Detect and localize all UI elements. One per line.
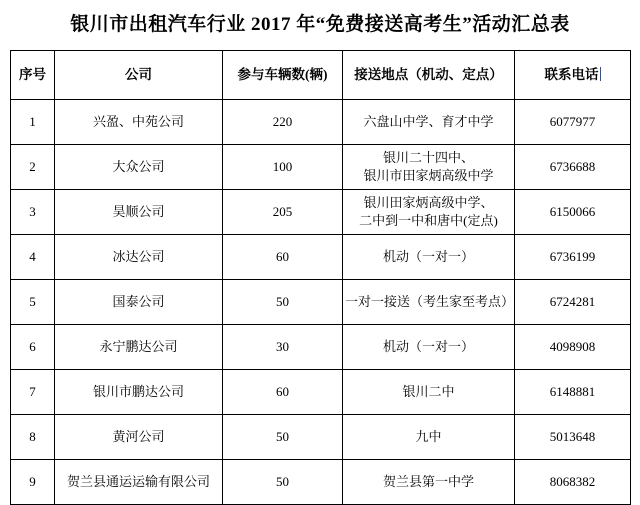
page-title: 银川市出租汽车行业 2017 年“免费接送高考生”活动汇总表 — [70, 14, 570, 35]
cell-index: 7 — [11, 369, 55, 414]
column-header-phone — [515, 50, 631, 99]
cell-vehicle-count: 50 — [223, 414, 343, 459]
cell-place: 机动（一对一） — [343, 324, 515, 369]
cell-index: 4 — [11, 234, 55, 279]
cell-company: 贺兰县通运运输有限公司 — [55, 459, 223, 504]
table-row — [11, 189, 631, 234]
table-row — [11, 144, 631, 189]
cell-vehicle-count: 100 — [223, 144, 343, 189]
table-row — [11, 369, 631, 414]
column-header-phone-label: 联系电话 — [544, 66, 599, 82]
table-container — [0, 50, 640, 505]
cell-index: 5 — [11, 279, 55, 324]
cell-place: 银川二中 — [343, 369, 515, 414]
cell-phone: 6736688 — [515, 144, 631, 189]
cell-company: 银川市鹏达公司 — [55, 369, 223, 414]
column-header-vehicle-count: 参与车辆数(辆) — [223, 50, 343, 99]
cell-place: 一对一接送（考生家至考点） — [343, 279, 515, 324]
cell-phone: 6724281 — [515, 279, 631, 324]
cell-place: 贺兰县第一中学 — [343, 459, 515, 504]
table-row — [11, 414, 631, 459]
cell-company: 永宁鹏达公司 — [55, 324, 223, 369]
cell-phone: 6150066 — [515, 189, 631, 234]
summary-table — [10, 50, 631, 505]
cell-place: 六盘山中学、育才中学 — [343, 99, 515, 144]
table-row — [11, 99, 631, 144]
cell-vehicle-count: 50 — [223, 279, 343, 324]
table-row — [11, 324, 631, 369]
cell-index: 3 — [11, 189, 55, 234]
cell-phone: 6148881 — [515, 369, 631, 414]
cell-company: 黄河公司 — [55, 414, 223, 459]
column-header-company: 公司 — [55, 50, 223, 99]
table-row — [11, 459, 631, 504]
table-header — [11, 50, 631, 99]
cell-vehicle-count: 220 — [223, 99, 343, 144]
text-cursor — [600, 67, 601, 81]
cell-company: 国泰公司 — [55, 279, 223, 324]
cell-place: 机动（一对一） — [343, 234, 515, 279]
cell-phone: 6736199 — [515, 234, 631, 279]
cell-phone: 5013648 — [515, 414, 631, 459]
cell-index: 1 — [11, 99, 55, 144]
cell-company: 昊顺公司 — [55, 189, 223, 234]
table-row — [11, 279, 631, 324]
cell-place: 九中 — [343, 414, 515, 459]
cell-vehicle-count: 205 — [223, 189, 343, 234]
cell-vehicle-count: 60 — [223, 369, 343, 414]
cell-phone: 6077977 — [515, 99, 631, 144]
column-header-index: 序号 — [11, 50, 55, 99]
table-body — [11, 99, 631, 504]
table-row — [11, 234, 631, 279]
cell-company: 冰达公司 — [55, 234, 223, 279]
cell-company: 大众公司 — [55, 144, 223, 189]
cell-vehicle-count: 50 — [223, 459, 343, 504]
cell-phone: 8068382 — [515, 459, 631, 504]
cell-company: 兴盈、中苑公司 — [55, 99, 223, 144]
cell-index: 9 — [11, 459, 55, 504]
cell-vehicle-count: 60 — [223, 234, 343, 279]
cell-phone: 4098908 — [515, 324, 631, 369]
cell-place: 银川田家炳高级中学、 二中到一中和唐中(定点) — [343, 189, 515, 234]
cell-place: 银川二十四中、 银川市田家炳高级中学 — [343, 144, 515, 189]
table-header-row — [11, 50, 631, 99]
cell-index: 2 — [11, 144, 55, 189]
cell-vehicle-count: 30 — [223, 324, 343, 369]
cell-index: 6 — [11, 324, 55, 369]
column-header-place: 接送地点（机动、定点） — [343, 50, 515, 99]
cell-index: 8 — [11, 414, 55, 459]
